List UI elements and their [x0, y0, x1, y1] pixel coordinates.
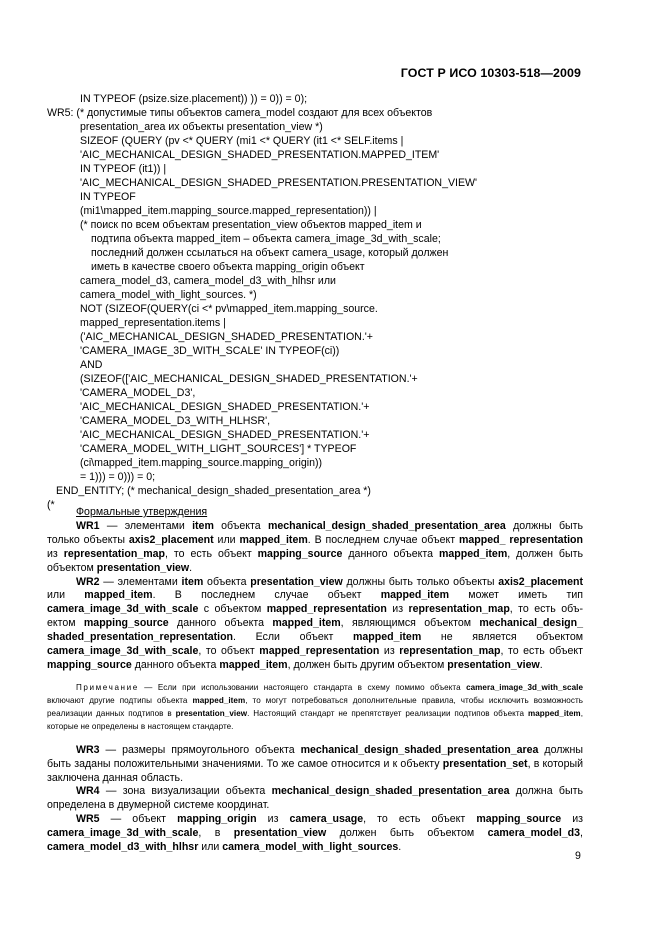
- page-number: 9: [575, 850, 581, 862]
- code-line: camera_model_with_light_sources. *): [80, 289, 257, 301]
- code-line: END_ENTITY; (* mechanical_design_shaded_presentation_area *): [56, 485, 371, 497]
- rule-wr1: WR1 — элементами item объекта mechanical_design_shaded_presentation_area должны быть только объекты axis2_placement или mapped_item. В последнем случае объект mapped_ representation из representation_map, то есть объект mapping_source данного объекта mapped_item, должен быть объектом presentation_view.: [47, 519, 583, 574]
- code-line: 'AIC_MECHANICAL_DESIGN_SHADED_PRESENTATION.MAPPED_ITEM': [80, 149, 440, 161]
- code-line: 'CAMERA_MODEL_D3',: [80, 387, 196, 399]
- code-line: (SIZEOF(['AIC_MECHANICAL_DESIGN_SHADED_PRESENTATION.'+: [80, 373, 418, 385]
- formal-propositions-section: [47, 506, 583, 855]
- code-line: 'CAMERA_IMAGE_3D_WITH_SCALE' IN TYPEOF(ci)): [80, 345, 340, 357]
- rule-wr5: WR5 — объект mapping_origin из camera_usage, то есть объект mapping_source из camera_image_3d_with_scale, в presentation_view должен быть объектом camera_model_d3, camera_model_d3_with_hlhsr или camera_model_with_light_sources.: [47, 813, 583, 854]
- code-line: (*: [47, 499, 55, 511]
- code-line: mapped_representation.items |: [80, 317, 226, 329]
- code-line: подтипа объекта mapped_item – объекта camera_image_3d_with_scale;: [91, 233, 441, 245]
- code-line: последний должен ссылаться на объект camera_usage, который должен: [91, 247, 449, 259]
- code-line: 'CAMERA_MODEL_WITH_LIGHT_SOURCES'] * TYPEOF: [80, 443, 357, 455]
- code-line: NOT (SIZEOF(QUERY(ci <* pv\mapped_item.mapping_source.: [80, 303, 378, 315]
- code-line: (* поиск по всем объектам presentation_view объектов mapped_item и: [80, 219, 422, 231]
- note: Примечание — Если при использовании настоящего стандарта в схему помимо объекта camera_image_3d_with_scale включают другие подтипы объекта mapped_item, то могут потребоваться дополнительные правила, чтобы исключить возможность реализации данных подтипов в presentation_view. Настоящий стандарт не препятствует реализации подтипов объекта mapped_item, которые не определены в настоящем стандарте.: [47, 682, 583, 732]
- code-line: IN TYPEOF (psize.size.placement)) )) = 0)) = 0);: [80, 93, 308, 105]
- note-label: Примечание: [76, 682, 139, 692]
- rule-wr3: WR3 — размеры прямоугольного объекта mechanical_design_shaded_presentation_area должны быть заданы положительными значениями. То же самое относится и к объекту presentation_set, в который заключена данная область.: [47, 743, 583, 784]
- code-line: (ci\mapped_item.mapping_source.mapping_origin)): [80, 457, 323, 469]
- section-heading: Формальные утверждения: [76, 506, 208, 518]
- code-line: presentation_area их объекты presentation_view *): [80, 121, 323, 133]
- rule-wr4: WR4 — зона визуализации объекта mechanical_design_shaded_presentation_area должна быть определена в двумерной системе координат.: [47, 785, 583, 812]
- code-line: 'AIC_MECHANICAL_DESIGN_SHADED_PRESENTATION.'+: [80, 401, 370, 413]
- code-line: camera_model_d3, camera_model_d3_with_hlhsr или: [80, 275, 336, 287]
- code-line: 'CAMERA_MODEL_D3_WITH_HLHSR',: [80, 415, 271, 427]
- code-line: = 1))) = 0))) = 0;: [80, 471, 156, 483]
- code-line: ('AIC_MECHANICAL_DESIGN_SHADED_PRESENTATION.'+: [80, 331, 373, 343]
- code-line: IN TYPEOF (it1)) |: [80, 163, 167, 175]
- code-line: SIZEOF (QUERY (pv <* QUERY (mi1 <* QUERY (it1 <* SELF.items |: [80, 135, 404, 147]
- code-line: 'AIC_MECHANICAL_DESIGN_SHADED_PRESENTATION.PRESENTATION_VIEW': [80, 177, 478, 189]
- code-line: WR5: (* допустимые типы объектов camera_model создают для всех объектов: [47, 107, 433, 119]
- code-line: 'AIC_MECHANICAL_DESIGN_SHADED_PRESENTATION.'+: [80, 429, 370, 441]
- rule-wr2: WR2 — элементами item объекта presentation_view должны быть только объекты axis2_placement или mapped_item. В последнем случае объект mapped_item может иметь тип camera_image_3d_with_scale с объектом mapped_representation из representation_map, то есть объектом mapping_source данного объекта mapped_item, являющимся объектом mechanical_design_ shaded_presentation_representation. Если объект mapped_item не является объектом camera_image_3d_with_scale, то объект mapped_representation из representation_map, то есть объект mapping_source данного объекта mapped_item, должен быть другим объектом presentation_view.: [47, 575, 584, 671]
- code-line: IN TYPEOF: [80, 191, 136, 203]
- code-line: (mi1\mapped_item.mapping_source.mapped_representation)) |: [80, 205, 377, 217]
- document-header: ГОСТ Р ИСО 10303-518—2009: [400, 66, 581, 80]
- code-line: иметь в качестве своего объекта mapping_origin объект: [91, 261, 365, 273]
- code-line: AND: [80, 359, 103, 371]
